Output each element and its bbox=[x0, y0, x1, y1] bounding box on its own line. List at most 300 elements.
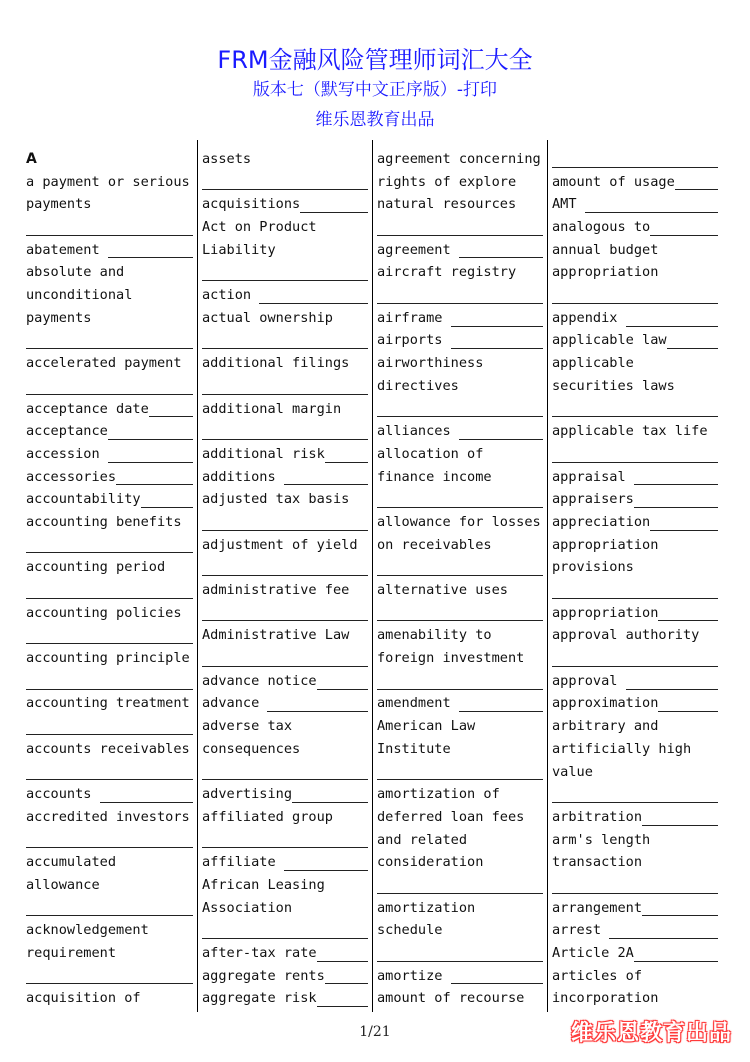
spacer bbox=[467, 832, 543, 848]
vocab-term: unconditional bbox=[26, 287, 133, 304]
vocab-term: acknowledgement bbox=[26, 922, 149, 939]
vocab-term: accession bbox=[26, 445, 108, 462]
spacer bbox=[333, 311, 368, 327]
vocab-term: absolute and bbox=[26, 264, 125, 281]
vocab-term: applicable law bbox=[552, 332, 667, 349]
answer-blank[interactable] bbox=[317, 673, 368, 690]
vocab-line bbox=[26, 602, 193, 625]
vocab-line bbox=[202, 783, 368, 806]
vocab-line bbox=[202, 443, 368, 466]
answer-blank[interactable] bbox=[108, 423, 193, 440]
vocab-line bbox=[552, 171, 718, 194]
vocab-line bbox=[377, 851, 543, 874]
spacer bbox=[116, 855, 193, 871]
vocab-line bbox=[377, 647, 543, 670]
vocab-term: natural resources bbox=[377, 196, 517, 213]
answer-blank[interactable] bbox=[26, 967, 193, 984]
answer-blank[interactable] bbox=[300, 196, 368, 213]
answer-blank[interactable] bbox=[100, 786, 193, 803]
vocab-line bbox=[26, 375, 193, 398]
vocab-line bbox=[202, 761, 368, 784]
vocab-line bbox=[552, 987, 718, 1010]
vocab-line bbox=[202, 420, 368, 443]
vocab-term: arbitrary and bbox=[552, 718, 659, 735]
spacer bbox=[190, 810, 193, 826]
vocab-line bbox=[26, 488, 193, 511]
spacer bbox=[642, 855, 718, 871]
vocab-line bbox=[202, 602, 368, 625]
spacer bbox=[116, 946, 193, 962]
vocab-line bbox=[552, 534, 718, 557]
answer-blank[interactable] bbox=[259, 287, 368, 304]
spacer bbox=[650, 832, 718, 848]
answer-blank[interactable] bbox=[377, 877, 543, 894]
answer-blank[interactable] bbox=[202, 763, 368, 780]
answer-blank[interactable] bbox=[108, 241, 193, 258]
vocab-line bbox=[377, 216, 543, 239]
spacer bbox=[349, 583, 368, 599]
vocab-term: airworthiness bbox=[377, 355, 484, 372]
answer-blank[interactable] bbox=[377, 491, 543, 508]
spacer bbox=[149, 923, 193, 939]
answer-blank[interactable] bbox=[377, 945, 543, 962]
vocab-line bbox=[552, 897, 718, 920]
vocab-line bbox=[202, 352, 368, 375]
vocab-term: affiliated group bbox=[202, 808, 333, 825]
spacer bbox=[658, 265, 718, 281]
vocab-term: A bbox=[26, 150, 37, 167]
vocab-line bbox=[377, 806, 543, 829]
vocab-line bbox=[202, 261, 368, 284]
spacer bbox=[634, 560, 718, 576]
spacer bbox=[251, 152, 368, 168]
vocab-line bbox=[26, 624, 193, 647]
vocab-line bbox=[26, 193, 193, 216]
answer-blank[interactable] bbox=[552, 446, 718, 463]
answer-blank[interactable] bbox=[325, 446, 368, 463]
vocab-line bbox=[26, 420, 193, 443]
vocab-term: acquisitions bbox=[202, 196, 301, 213]
answer-blank[interactable] bbox=[377, 400, 543, 417]
answer-blank[interactable] bbox=[552, 287, 718, 304]
vocab-line bbox=[26, 965, 193, 988]
vocab-term: aircraft registry bbox=[377, 264, 517, 281]
vocab-term: airports bbox=[377, 332, 451, 349]
vocab-term: payments bbox=[26, 196, 92, 213]
spacer bbox=[541, 152, 543, 168]
vocab-term: alternative uses bbox=[377, 582, 508, 599]
spacer bbox=[658, 242, 718, 258]
spacer bbox=[124, 265, 193, 281]
vocab-line bbox=[377, 715, 543, 738]
answer-blank[interactable] bbox=[202, 423, 368, 440]
vocab-line bbox=[26, 261, 193, 284]
answer-blank[interactable] bbox=[377, 763, 543, 780]
answer-blank[interactable] bbox=[317, 990, 368, 1007]
vocab-term: directives bbox=[377, 377, 459, 394]
spacer bbox=[276, 242, 368, 258]
answer-blank[interactable] bbox=[141, 491, 193, 508]
vocab-line bbox=[377, 829, 543, 852]
answer-blank[interactable] bbox=[292, 786, 368, 803]
spacer bbox=[182, 605, 194, 621]
vocab-term: Institute bbox=[377, 740, 451, 757]
answer-blank[interactable] bbox=[26, 718, 193, 735]
vocab-line bbox=[552, 965, 718, 988]
vocab-term: Act on Product bbox=[202, 219, 317, 236]
vocab-term: allowance for losses bbox=[377, 513, 541, 530]
answer-blank[interactable] bbox=[26, 332, 193, 349]
answer-blank[interactable] bbox=[26, 536, 193, 553]
vocab-term: arm's length bbox=[552, 831, 651, 848]
answer-blank[interactable] bbox=[26, 627, 193, 644]
vocab-line bbox=[26, 693, 193, 716]
vocab-term: advertising bbox=[202, 786, 293, 803]
spacer bbox=[699, 628, 718, 644]
answer-blank[interactable] bbox=[585, 196, 718, 213]
answer-blank[interactable] bbox=[377, 673, 543, 690]
vocab-term: arrangement bbox=[552, 899, 643, 916]
answer-blank[interactable] bbox=[642, 809, 718, 826]
vocab-term: amount of recourse bbox=[377, 990, 525, 1007]
spacer bbox=[349, 628, 368, 644]
vocab-term: accumulated bbox=[26, 854, 117, 871]
vocab-line bbox=[202, 579, 368, 602]
spacer bbox=[190, 174, 193, 190]
vocab-term: adjustment of yield bbox=[202, 536, 358, 553]
vocab-line bbox=[552, 919, 718, 942]
vocab-line bbox=[377, 352, 543, 375]
vocab-line bbox=[377, 919, 543, 942]
spacer bbox=[708, 424, 719, 440]
vocab-term: accredited investors bbox=[26, 808, 190, 825]
spacer bbox=[132, 288, 193, 304]
answer-blank[interactable] bbox=[642, 899, 718, 916]
vocab-term: American Law bbox=[377, 718, 476, 735]
vocab-line bbox=[202, 670, 368, 693]
vocab-line bbox=[202, 488, 368, 511]
vocab-term: adjusted tax basis bbox=[202, 491, 350, 508]
vocab-line bbox=[552, 239, 718, 262]
answer-blank[interactable] bbox=[26, 899, 193, 916]
vocab-line bbox=[552, 715, 718, 738]
spacer bbox=[141, 991, 193, 1007]
vocab-line bbox=[377, 534, 543, 557]
vocab-line bbox=[26, 443, 193, 466]
vocab-line bbox=[552, 420, 718, 443]
publisher-line: 维乐恩教育出品 bbox=[315, 110, 435, 130]
vocab-line bbox=[552, 261, 718, 284]
vocab-line bbox=[552, 829, 718, 852]
spacer bbox=[341, 401, 368, 417]
vocab-column-3 bbox=[372, 140, 547, 1012]
vocab-term: actual ownership bbox=[202, 309, 333, 326]
answer-blank[interactable] bbox=[317, 945, 368, 962]
vocab-line bbox=[377, 761, 543, 784]
vocab-line bbox=[377, 466, 543, 489]
answer-blank[interactable] bbox=[202, 514, 368, 531]
spacer bbox=[593, 764, 718, 780]
vocab-line bbox=[26, 647, 193, 670]
vocab-term: aggregate rents bbox=[202, 967, 325, 984]
answer-blank[interactable] bbox=[552, 400, 718, 417]
vocab-line bbox=[202, 987, 368, 1010]
vocab-term: additions bbox=[202, 468, 284, 485]
spacer bbox=[508, 583, 543, 599]
answer-blank[interactable] bbox=[202, 650, 368, 667]
spacer bbox=[358, 537, 369, 553]
spacer bbox=[691, 742, 718, 758]
vocab-line bbox=[26, 171, 193, 194]
vocab-term: analogous to bbox=[552, 219, 651, 236]
spacer bbox=[349, 492, 368, 508]
spacer bbox=[524, 810, 543, 826]
vocab-line bbox=[552, 193, 718, 216]
vocab-line bbox=[377, 874, 543, 897]
vocab-line bbox=[26, 579, 193, 602]
vocab-line bbox=[202, 216, 368, 239]
vocab-term: accounts receivables bbox=[26, 740, 190, 757]
answer-blank[interactable] bbox=[202, 922, 368, 939]
answer-blank[interactable] bbox=[667, 332, 718, 349]
answer-blank[interactable] bbox=[552, 650, 718, 667]
spacer bbox=[483, 356, 543, 372]
vocab-term: appropriation bbox=[552, 264, 659, 281]
spacer bbox=[658, 537, 718, 553]
vocab-line bbox=[202, 375, 368, 398]
answer-blank[interactable] bbox=[202, 173, 368, 190]
page-number: 1/21 bbox=[359, 1024, 391, 1040]
vocab-term: finance income bbox=[377, 468, 492, 485]
spacer bbox=[658, 719, 718, 735]
vocab-line bbox=[26, 987, 193, 1010]
vocab-term: AMT bbox=[552, 196, 585, 213]
vocab-line bbox=[377, 670, 543, 693]
vocab-term: accountability bbox=[26, 491, 141, 508]
vocab-term: Liability bbox=[202, 241, 276, 258]
vocab-term: appendix bbox=[552, 309, 626, 326]
vocab-line bbox=[552, 851, 718, 874]
vocab-line bbox=[552, 398, 718, 421]
vocab-line bbox=[202, 171, 368, 194]
vocab-line bbox=[377, 624, 543, 647]
vocab-term: African Leasing bbox=[202, 876, 325, 893]
vocab-term: amount of usage bbox=[552, 173, 675, 190]
answer-blank[interactable] bbox=[108, 446, 193, 463]
vocab-line bbox=[377, 987, 543, 1010]
vocab-line bbox=[552, 738, 718, 761]
answer-blank[interactable] bbox=[658, 604, 718, 621]
vocab-term: securities laws bbox=[552, 377, 675, 394]
spacer bbox=[492, 628, 543, 644]
vocab-line bbox=[202, 511, 368, 534]
vocab-line bbox=[202, 466, 368, 489]
vocab-line bbox=[377, 375, 543, 398]
vocab-term: on receivables bbox=[377, 536, 492, 553]
answer-blank[interactable] bbox=[459, 241, 543, 258]
vocab-term: provisions bbox=[552, 559, 634, 576]
answer-blank[interactable] bbox=[675, 173, 718, 190]
spacer bbox=[333, 810, 368, 826]
vocab-line bbox=[377, 579, 543, 602]
answer-blank[interactable] bbox=[451, 967, 543, 984]
vocab-term: advance bbox=[202, 695, 268, 712]
answer-blank[interactable] bbox=[377, 219, 543, 236]
vocab-line bbox=[552, 693, 718, 716]
vocab-term: accounting treatment bbox=[26, 695, 190, 712]
spacer bbox=[300, 742, 368, 758]
answer-blank[interactable] bbox=[650, 219, 718, 236]
vocab-line bbox=[202, 148, 368, 171]
vocab-line bbox=[377, 193, 543, 216]
vocab-line bbox=[377, 783, 543, 806]
answer-blank[interactable] bbox=[116, 468, 193, 485]
answer-blank[interactable] bbox=[267, 695, 368, 712]
vocab-line bbox=[26, 239, 193, 262]
answer-blank[interactable] bbox=[552, 786, 718, 803]
answer-blank[interactable] bbox=[552, 877, 718, 894]
vocab-term: value bbox=[552, 763, 593, 780]
vocab-term: additional filings bbox=[202, 355, 350, 372]
spacer bbox=[475, 900, 543, 916]
vocab-line bbox=[202, 806, 368, 829]
vocab-line bbox=[26, 761, 193, 784]
answer-blank[interactable] bbox=[634, 945, 718, 962]
vocab-term: requirement bbox=[26, 945, 117, 962]
vocab-line bbox=[202, 284, 368, 307]
vocab-line bbox=[552, 466, 718, 489]
vocab-term: articles of bbox=[552, 967, 643, 984]
answer-blank[interactable] bbox=[609, 922, 718, 939]
vocab-line bbox=[26, 783, 193, 806]
vocab-line bbox=[202, 330, 368, 353]
answer-blank[interactable] bbox=[552, 151, 718, 168]
vocab-term: affiliate bbox=[202, 854, 284, 871]
vocab-term: abatement bbox=[26, 241, 108, 258]
vocab-term: approximation bbox=[552, 695, 659, 712]
vocab-line bbox=[377, 602, 543, 625]
vocab-line bbox=[26, 216, 193, 239]
vocab-term: incorporation bbox=[552, 990, 659, 1007]
answer-blank[interactable] bbox=[658, 695, 718, 712]
vocab-column-2 bbox=[197, 140, 372, 1012]
spacer bbox=[541, 515, 543, 531]
vocab-line bbox=[377, 171, 543, 194]
vocab-line bbox=[552, 352, 718, 375]
answer-blank[interactable] bbox=[26, 831, 193, 848]
vocab-term: amenability to bbox=[377, 627, 492, 644]
answer-blank[interactable] bbox=[325, 967, 368, 984]
vocab-line bbox=[202, 624, 368, 647]
answer-blank[interactable] bbox=[377, 604, 543, 621]
vocab-term: appraisers bbox=[552, 491, 634, 508]
vocab-line bbox=[26, 352, 193, 375]
vocab-term: deferred loan fees bbox=[377, 808, 525, 825]
answer-blank[interactable] bbox=[26, 582, 193, 599]
answer-blank[interactable] bbox=[626, 310, 718, 327]
vocab-line bbox=[552, 806, 718, 829]
vocab-term: administrative fee bbox=[202, 582, 350, 599]
vocab-term: aggregate risk bbox=[202, 990, 317, 1007]
answer-blank[interactable] bbox=[26, 378, 193, 395]
answer-blank[interactable] bbox=[202, 264, 368, 281]
vocab-line bbox=[202, 919, 368, 942]
vocab-line bbox=[552, 375, 718, 398]
spacer bbox=[292, 719, 368, 735]
answer-blank[interactable] bbox=[626, 673, 718, 690]
answer-blank[interactable] bbox=[26, 673, 193, 690]
spacer bbox=[442, 923, 543, 939]
answer-blank[interactable] bbox=[451, 332, 543, 349]
vocab-line bbox=[26, 851, 193, 874]
spacer bbox=[524, 651, 543, 667]
vocab-term: appropriation bbox=[552, 536, 659, 553]
answer-blank[interactable] bbox=[451, 310, 543, 327]
spacer bbox=[182, 356, 194, 372]
answer-blank[interactable] bbox=[202, 332, 368, 349]
answer-blank[interactable] bbox=[634, 491, 718, 508]
vocab-term: foreign investment bbox=[377, 650, 525, 667]
vocab-term: accounting period bbox=[26, 559, 166, 576]
vocab-line bbox=[26, 307, 193, 330]
spacer bbox=[317, 220, 368, 236]
vocab-line bbox=[202, 398, 368, 421]
answer-blank[interactable] bbox=[202, 559, 368, 576]
vocab-term: annual budget bbox=[552, 241, 659, 258]
answer-blank[interactable] bbox=[202, 604, 368, 621]
answer-blank[interactable] bbox=[634, 468, 718, 485]
section-letter-heading bbox=[26, 148, 193, 171]
vocab-term: appraisal bbox=[552, 468, 634, 485]
vocab-term: accelerated payment bbox=[26, 355, 182, 372]
answer-blank[interactable] bbox=[26, 763, 193, 780]
vocab-line bbox=[377, 738, 543, 761]
spacer bbox=[100, 878, 193, 894]
answer-blank[interactable] bbox=[377, 287, 543, 304]
vocab-line bbox=[26, 511, 193, 534]
answer-blank[interactable] bbox=[149, 400, 193, 417]
vocab-line bbox=[377, 556, 543, 579]
vocab-line bbox=[552, 579, 718, 602]
vocab-term: advance notice bbox=[202, 672, 317, 689]
vocab-line bbox=[377, 420, 543, 443]
vocab-term: adverse tax bbox=[202, 718, 293, 735]
answer-blank[interactable] bbox=[202, 378, 368, 395]
vocab-line bbox=[377, 488, 543, 511]
vocab-column-1 bbox=[22, 140, 197, 1012]
answer-blank[interactable] bbox=[26, 219, 193, 236]
answer-blank[interactable] bbox=[459, 423, 543, 440]
answer-blank[interactable] bbox=[650, 514, 718, 531]
answer-blank[interactable] bbox=[377, 559, 543, 576]
vocab-line bbox=[552, 511, 718, 534]
spacer bbox=[165, 560, 193, 576]
answer-blank[interactable] bbox=[459, 695, 543, 712]
vocab-line bbox=[552, 602, 718, 625]
vocab-line bbox=[377, 511, 543, 534]
publisher-watermark: 维乐恩教育出品 bbox=[570, 1021, 732, 1046]
vocab-term: rights of explore bbox=[377, 173, 517, 190]
vocab-term: accounts bbox=[26, 786, 100, 803]
vocab-line bbox=[202, 715, 368, 738]
vocab-line bbox=[377, 261, 543, 284]
vocab-term: acceptance date bbox=[26, 400, 149, 417]
answer-blank[interactable] bbox=[202, 831, 368, 848]
answer-blank[interactable] bbox=[284, 468, 368, 485]
answer-blank[interactable] bbox=[284, 854, 368, 871]
vocab-term: and related bbox=[377, 831, 468, 848]
answer-blank[interactable] bbox=[552, 582, 718, 599]
